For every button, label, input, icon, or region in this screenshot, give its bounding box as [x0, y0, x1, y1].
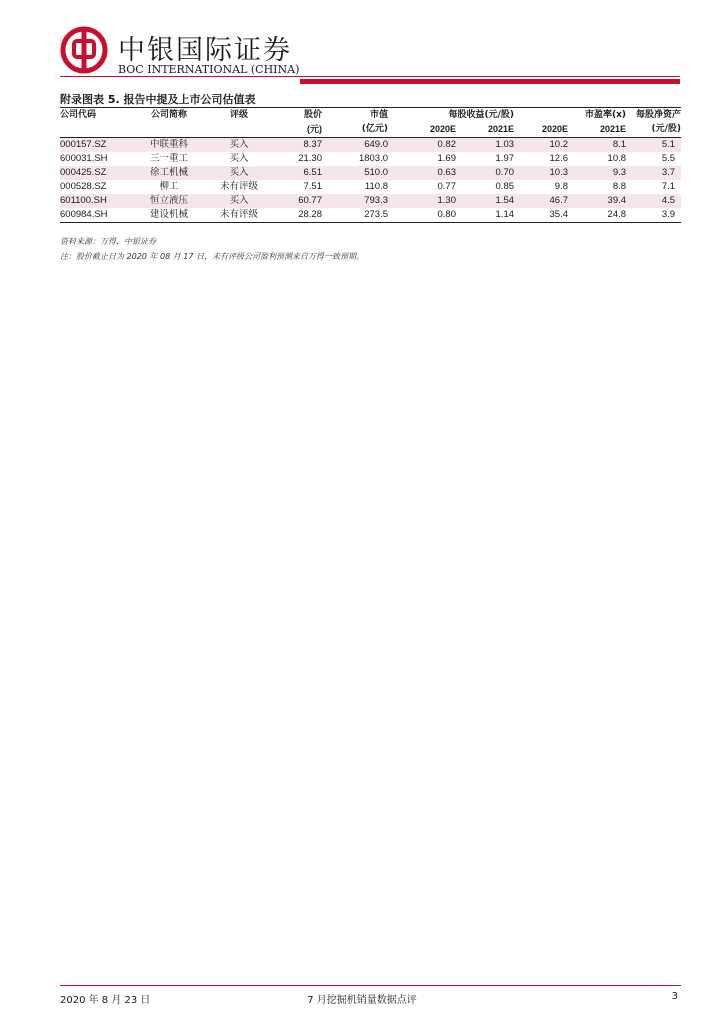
- footer-report-title: 7 月挖掘机销量数据点评: [307, 995, 417, 1006]
- cell-name: 恒立液压: [128, 194, 210, 208]
- col-unit-bvps: (元/股): [626, 122, 681, 138]
- cell-rating: 未有评级: [219, 181, 258, 192]
- cell-pe-2021: 39.4: [568, 194, 626, 208]
- cell-pe-2021: 8.8: [612, 181, 627, 192]
- table-row: [60, 208, 681, 223]
- cell-code: 601100.SH: [60, 194, 128, 208]
- cell-price: 6.51: [268, 166, 322, 180]
- header-divider: [60, 76, 680, 77]
- cell-eps-2020: 0.82: [394, 138, 456, 153]
- cell-pe-2020: 12.6: [549, 153, 569, 164]
- col-header-bvps: 每股净资产: [636, 110, 682, 120]
- cell-pe-2021: 9.3: [568, 166, 626, 180]
- col-header-code: 公司代码: [60, 110, 97, 120]
- remark-note: 注：股价截止日为 2020 年 08 月 17 日，未有评级公司盈利预测来自万得一致预期。: [60, 252, 364, 261]
- cell-pe-2020: 9.8: [554, 181, 569, 192]
- cell-pe-2020: 10.3: [514, 166, 568, 180]
- cell-bvps: 4.5: [626, 194, 681, 208]
- cell-code: 000425.SZ: [60, 166, 128, 180]
- cell-name: 徐工机械: [128, 166, 210, 180]
- brand-name-en: BOC INTERNATIONAL (CHINA): [118, 63, 300, 76]
- table-header-row: [60, 109, 681, 122]
- cell-price: 60.77: [268, 194, 322, 208]
- cell-code: 600984.SH: [60, 208, 128, 223]
- cell-pe-2020: 10.2: [514, 138, 568, 153]
- cell-pe-2021: 24.8: [568, 208, 626, 223]
- cell-price: 7.51: [303, 181, 322, 192]
- cell-pe-2020: 46.7: [514, 194, 568, 208]
- cell-price: 28.28: [268, 208, 322, 223]
- title-divider: [60, 107, 681, 108]
- col-header-price: 股价: [303, 110, 322, 120]
- table-row: [60, 152, 681, 166]
- cell-pe-2021: 8.1: [568, 138, 626, 153]
- cell-eps-2020: 0.63: [394, 166, 456, 180]
- cell-mktcap: 1803.0: [358, 153, 388, 164]
- col-year-pe-2020: 2020E: [514, 122, 568, 138]
- cell-rating: 买入: [210, 166, 268, 180]
- cell-eps-2020: 0.77: [437, 181, 456, 192]
- brand-logo: [60, 26, 320, 82]
- cell-eps-2021: 1.54: [456, 194, 514, 208]
- cell-eps-2021: 1.97: [495, 153, 515, 164]
- table-row: [60, 180, 681, 194]
- cell-mktcap: 273.5: [322, 208, 394, 223]
- cell-name: 中联重科: [128, 138, 210, 153]
- col-header-name: 公司简称: [150, 110, 187, 120]
- cell-mktcap: 110.8: [364, 181, 388, 192]
- table-row: [60, 194, 681, 208]
- cell-bvps: 3.9: [626, 208, 681, 223]
- table-row: [60, 138, 681, 153]
- cell-code: 000157.SZ: [60, 138, 128, 153]
- cell-name: 柳工: [159, 181, 179, 192]
- cell-bvps: 5.1: [626, 138, 681, 153]
- cell-eps-2020: 1.69: [437, 153, 456, 164]
- header-accent-bar: [300, 79, 680, 84]
- cell-eps-2020: 0.80: [394, 208, 456, 223]
- brand-name-cn: 中银国际证券: [118, 35, 292, 66]
- footer-date: 2020 年 8 月 23 日: [60, 995, 151, 1006]
- cell-bvps: 7.1: [661, 181, 676, 192]
- cell-price: 8.37: [268, 138, 322, 153]
- cell-code: 000528.SZ: [60, 181, 107, 192]
- cell-price: 21.30: [298, 153, 322, 164]
- cell-rating: 未有评级: [210, 208, 268, 223]
- col-unit-price: (元): [268, 122, 322, 138]
- cell-mktcap: 793.3: [322, 194, 394, 208]
- col-year-eps-2020: 2020E: [394, 122, 456, 138]
- col-header-pe: 市盈率(x): [584, 110, 627, 120]
- cell-rating: 买入: [229, 153, 249, 164]
- boc-logo-icon: [60, 26, 108, 74]
- cell-eps-2020: 1.30: [394, 194, 456, 208]
- cell-bvps: 3.7: [626, 166, 681, 180]
- cell-eps-2021: 1.14: [456, 208, 514, 223]
- cell-pe-2021: 10.8: [607, 153, 627, 164]
- col-header-eps: 每股收益(元/股): [448, 110, 515, 120]
- cell-rating: 买入: [210, 194, 268, 208]
- cell-eps-2021: 0.70: [456, 166, 514, 180]
- cell-eps-2021: 0.85: [495, 181, 515, 192]
- cell-code: 600031.SH: [60, 153, 108, 164]
- cell-mktcap: 649.0: [322, 138, 394, 153]
- table-row: [60, 166, 681, 180]
- cell-mktcap: 510.0: [322, 166, 394, 180]
- cell-name: 三一重工: [149, 153, 188, 164]
- valuation-table: [60, 109, 681, 223]
- cell-eps-2021: 1.03: [456, 138, 514, 153]
- cell-pe-2020: 35.4: [514, 208, 568, 223]
- page-number: 3: [671, 991, 678, 1002]
- col-year-eps-2021: 2021E: [456, 122, 514, 138]
- col-year-pe-2021: 2021E: [568, 122, 626, 138]
- col-header-mktcap: 市值: [369, 110, 388, 120]
- col-unit-mktcap: (亿元): [322, 122, 394, 138]
- col-header-rating: 评级: [229, 110, 248, 120]
- source-note: 资料来源：万得，中银证券: [60, 237, 156, 246]
- cell-name: 建设机械: [128, 208, 210, 223]
- cell-rating: 买入: [210, 138, 268, 153]
- table-title: 附录图表 5. 报告中提及上市公司估值表: [60, 93, 256, 106]
- table-subheader-row: [60, 122, 681, 138]
- footer-divider: [60, 985, 681, 986]
- cell-bvps: 5.5: [661, 153, 676, 164]
